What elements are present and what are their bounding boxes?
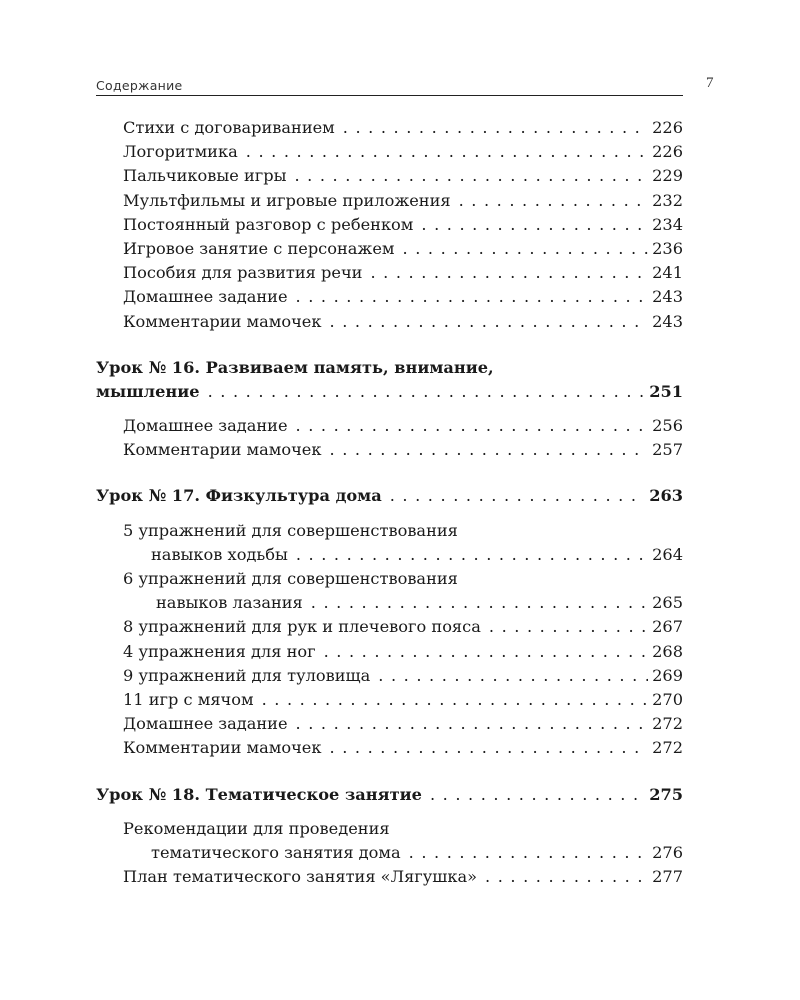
toc-entry-page: 269	[652, 665, 683, 685]
toc-entry-title: Пособия для развития речи	[123, 263, 363, 283]
toc-entry-title: Домашнее задание	[123, 287, 288, 307]
toc-entry-title-line2: навыков лазания	[156, 593, 303, 613]
toc-entry-title-line2: мышление	[96, 381, 200, 401]
toc-entry-title-line1: 6 упражнений для совершенствования	[123, 569, 458, 588]
table-of-contents	[96, 116, 683, 889]
section-gap	[96, 462, 683, 484]
toc-entry-cont[interactable]	[96, 591, 683, 615]
toc-entry-title: Урок № 18. Тематическое занятие	[96, 784, 422, 804]
toc-entry-page: 268	[652, 641, 683, 661]
toc-entry-page: 251	[649, 381, 683, 401]
toc-entry-title: 4 упражнения для ног	[123, 641, 316, 661]
dot-leader	[294, 164, 648, 188]
toc-entry-page: 270	[652, 689, 683, 709]
toc-entry-cont[interactable]	[96, 543, 683, 567]
dot-leader	[421, 213, 648, 237]
running-head: Содержание	[96, 78, 683, 96]
toc-entry-title: 8 упражнений для рук и плечевого пояса	[123, 617, 481, 637]
toc-entry[interactable]	[96, 567, 683, 591]
dot-leader	[370, 261, 648, 285]
section-gap	[96, 761, 683, 783]
dot-leader	[485, 865, 648, 889]
toc-entry-page: 264	[652, 544, 683, 564]
toc-entry-page: 265	[652, 593, 683, 613]
toc-entry-page: 256	[652, 416, 683, 436]
dot-leader	[403, 237, 649, 261]
toc-entry-title: Логоритмика	[123, 142, 238, 162]
toc-entry-page: 243	[652, 287, 683, 307]
toc-entry[interactable]	[96, 213, 683, 237]
dot-leader	[378, 664, 648, 688]
toc-entry[interactable]	[96, 817, 683, 841]
dot-leader	[296, 285, 649, 309]
toc-entry-title-line1: 5 упражнений для совершенствования	[123, 520, 458, 540]
toc-entry[interactable]	[96, 310, 683, 334]
toc-entry[interactable]	[96, 615, 683, 639]
toc-entry[interactable]	[96, 237, 683, 261]
dot-leader	[330, 310, 649, 334]
toc-entry-page: 276	[652, 842, 683, 862]
dot-leader	[296, 543, 648, 567]
toc-entry[interactable]	[96, 285, 683, 309]
dot-leader	[489, 615, 648, 639]
toc-entry[interactable]	[96, 140, 683, 164]
toc-entry-title-line2: тематического занятия дома	[151, 842, 401, 862]
toc-entry-title-line2: навыков ходьбы	[151, 544, 288, 564]
toc-entry-title: Домашнее задание	[123, 416, 288, 436]
section-gap	[96, 334, 683, 356]
toc-entry-title: 11 игр с мячом	[123, 689, 254, 709]
toc-entry[interactable]	[96, 438, 683, 462]
toc-entry-title-line1: Рекомендации для проведения	[123, 818, 390, 838]
toc-entry-cont[interactable]	[96, 841, 683, 865]
toc-entry-title: Домашнее задание	[123, 714, 288, 734]
dot-leader	[296, 712, 649, 736]
toc-entry-title: Игровое занятие с персонажем	[123, 238, 395, 258]
toc-entry-page: 234	[652, 214, 683, 234]
toc-entry-page: 241	[652, 263, 683, 283]
section-gap	[96, 807, 683, 817]
dot-leader	[459, 189, 649, 213]
dot-leader	[208, 380, 646, 404]
toc-lesson-heading-cont[interactable]	[96, 380, 683, 404]
dot-leader	[296, 414, 649, 438]
toc-entry-page: 243	[652, 311, 683, 331]
toc-entry[interactable]	[96, 736, 683, 760]
toc-lesson-heading[interactable]	[96, 356, 683, 380]
page-number: 7	[706, 75, 714, 91]
toc-entry[interactable]	[96, 519, 683, 543]
toc-entry-title: Комментарии мамочек	[123, 440, 322, 460]
dot-leader	[409, 841, 648, 865]
dot-leader	[324, 640, 649, 664]
toc-entry-title: Урок № 17. Физкультура дома	[96, 486, 382, 506]
toc-entry-title: Комментарии мамочек	[123, 311, 322, 331]
toc-entry[interactable]	[96, 261, 683, 285]
dot-leader	[330, 736, 649, 760]
dot-leader	[330, 438, 649, 462]
toc-entry-title: Пальчиковые игры	[123, 166, 287, 186]
section-gap	[96, 509, 683, 519]
toc-entry[interactable]	[96, 664, 683, 688]
toc-entry-title: Комментарии мамочек	[123, 738, 322, 758]
toc-entry-title-line1: Урок № 16. Развиваем память, внимание,	[96, 357, 494, 377]
toc-lesson-heading[interactable]	[96, 783, 683, 807]
toc-entry[interactable]	[96, 116, 683, 140]
toc-entry[interactable]	[96, 640, 683, 664]
toc-entry[interactable]	[96, 865, 683, 889]
dot-leader	[343, 116, 648, 140]
toc-entry-page: 226	[652, 142, 683, 162]
toc-entry-page: 275	[649, 784, 683, 804]
toc-entry-title: Стихи с договариванием	[123, 118, 335, 137]
toc-entry-page: 272	[652, 738, 683, 758]
section-gap	[96, 404, 683, 414]
toc-entry-page: 232	[652, 190, 683, 210]
toc-entry-page: 257	[652, 440, 683, 460]
toc-entry-title: Постоянный разговор с ребенком	[123, 214, 414, 234]
toc-entry-page: 272	[652, 714, 683, 734]
toc-entry-page: 229	[652, 166, 683, 186]
dot-leader	[311, 591, 648, 615]
toc-entry-page: 226	[652, 118, 683, 137]
toc-entry-page: 236	[652, 238, 683, 258]
toc-entry[interactable]	[96, 164, 683, 188]
toc-entry[interactable]	[96, 189, 683, 213]
toc-entry-title: 9 упражнений для туловища	[123, 665, 371, 685]
dot-leader	[430, 783, 645, 807]
dot-leader	[246, 140, 648, 164]
toc-entry-page: 263	[649, 486, 683, 506]
toc-entry-title: План тематического занятия «Лягушка»	[123, 867, 478, 887]
toc-entry-page: 267	[652, 617, 683, 637]
toc-entry[interactable]	[96, 688, 683, 712]
dot-leader	[390, 484, 645, 508]
toc-entry-page: 277	[652, 867, 683, 887]
toc-entry[interactable]	[96, 414, 683, 438]
toc-entry[interactable]	[96, 712, 683, 736]
toc-lesson-heading[interactable]	[96, 484, 683, 508]
dot-leader	[262, 688, 649, 712]
toc-entry-title: Мультфильмы и игровые приложения	[123, 190, 451, 210]
